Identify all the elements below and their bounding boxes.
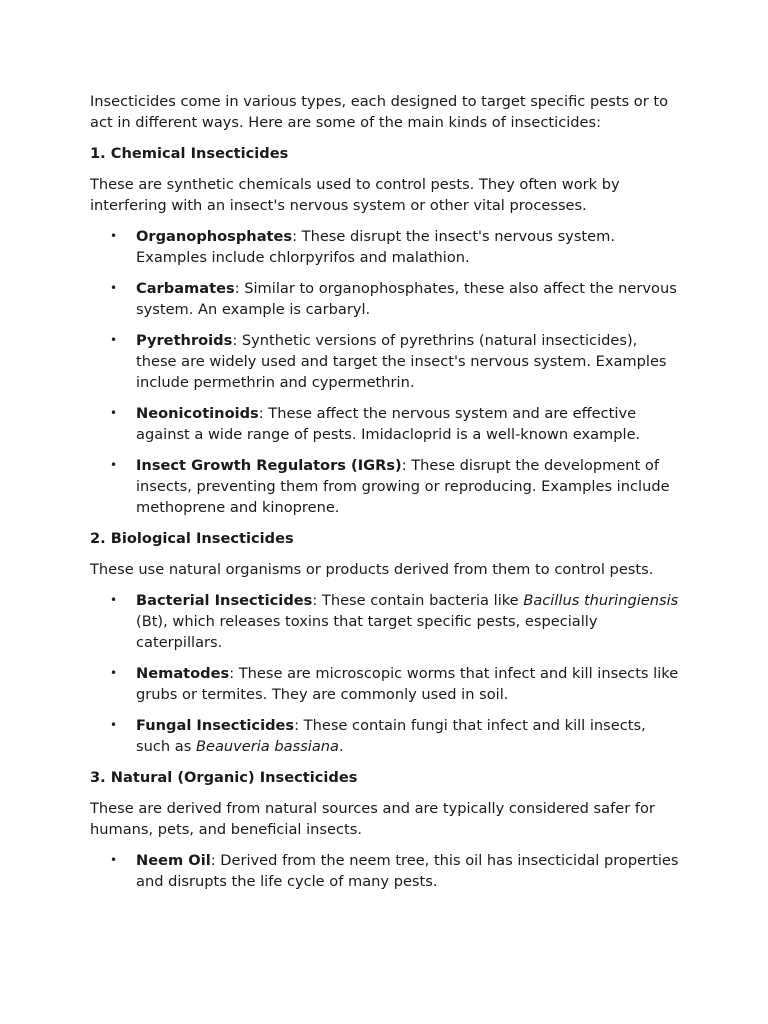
section-heading-natural: 3. Natural (Organic) Insecticides (90, 769, 358, 786)
item-text-after: . (339, 738, 344, 755)
item-term: Organophosphates (136, 228, 293, 245)
bullet-icon: • (110, 229, 118, 243)
item-term: Nematodes (136, 665, 230, 682)
item-text: : Synthetic versions of pyrethrins (natural insecticides), these are widely used and target the insect's nervous system. Examples include permethrin and cypermethrin. (136, 332, 667, 391)
item-text: : These are microscopic worms that infect and kill insects like grubs or termites. They are commonly used in soil. (136, 665, 679, 703)
list-item (90, 403, 682, 445)
bullet-icon: • (110, 666, 118, 680)
section-description-chemical: These are synthetic chemicals used to control pests. They often work by interfering with an insect's nervous system or other vital processes. (90, 176, 620, 214)
item-text-after: (Bt), which releases toxins that target specific pests, especially caterpillars. (136, 613, 598, 651)
intro-paragraph: Insecticides come in various types, each designed to target specific pests or to act in different ways. Here are some of the main kinds of insecticides: (90, 93, 668, 131)
list-item (90, 455, 682, 518)
item-text: : These affect the nervous system and are effective against a wide range of pests. Imidacloprid is a well-known example. (136, 405, 641, 443)
bullet-icon: • (110, 333, 118, 347)
list-item (90, 850, 682, 892)
list-item (90, 590, 682, 653)
bullet-icon: • (110, 406, 118, 420)
item-term: Neonicotinoids (136, 405, 259, 422)
item-text: : These disrupt the development of insects, preventing them from growing or reproducing. Examples include methoprene and kinoprene. (136, 457, 670, 516)
list-item (90, 715, 682, 757)
item-term: Bacterial Insecticides (136, 592, 313, 609)
section-heading-chemical: 1. Chemical Insecticides (90, 145, 289, 162)
item-text-before: : These contain bacteria like (312, 592, 524, 609)
item-term: Neem Oil (136, 852, 211, 869)
item-term: Insect Growth Regulators (IGRs) (136, 457, 402, 474)
item-term: Carbamates (136, 280, 235, 297)
bullet-icon: • (110, 853, 118, 867)
list-item (90, 226, 682, 268)
item-italic-name: Beauveria bassiana (195, 738, 339, 755)
section-heading-biological: 2. Biological Insecticides (90, 530, 294, 547)
item-text: : Similar to organophosphates, these also affect the nervous system. An example is carbaryl. (136, 280, 677, 318)
section-description-natural: These are derived from natural sources and are typically considered safer for humans, pets, and beneficial insects. (90, 800, 655, 838)
item-italic-name: Bacillus thuringiensis (523, 592, 679, 609)
item-text: : Derived from the neem tree, this oil has insecticidal properties and disrupts the life cycle of many pests. (136, 852, 679, 890)
list-item (90, 663, 682, 705)
item-term: Fungal Insecticides (136, 717, 295, 734)
chemical-list (90, 226, 682, 518)
item-text-before: : These contain fungi that infect and kill insects, such as (136, 717, 646, 755)
natural-list (90, 850, 682, 892)
bullet-icon: • (110, 458, 118, 472)
section-description-biological: These use natural organisms or products derived from them to control pests. (90, 561, 654, 578)
biological-list (90, 590, 682, 757)
bullet-icon: • (110, 718, 118, 732)
bullet-icon: • (110, 281, 118, 295)
item-term: Pyrethroids (136, 332, 233, 349)
list-item (90, 278, 682, 320)
bullet-icon: • (110, 593, 118, 607)
item-text: : These disrupt the insect's nervous system. Examples include chlorpyrifos and malathion. (136, 228, 615, 266)
list-item (90, 330, 682, 393)
